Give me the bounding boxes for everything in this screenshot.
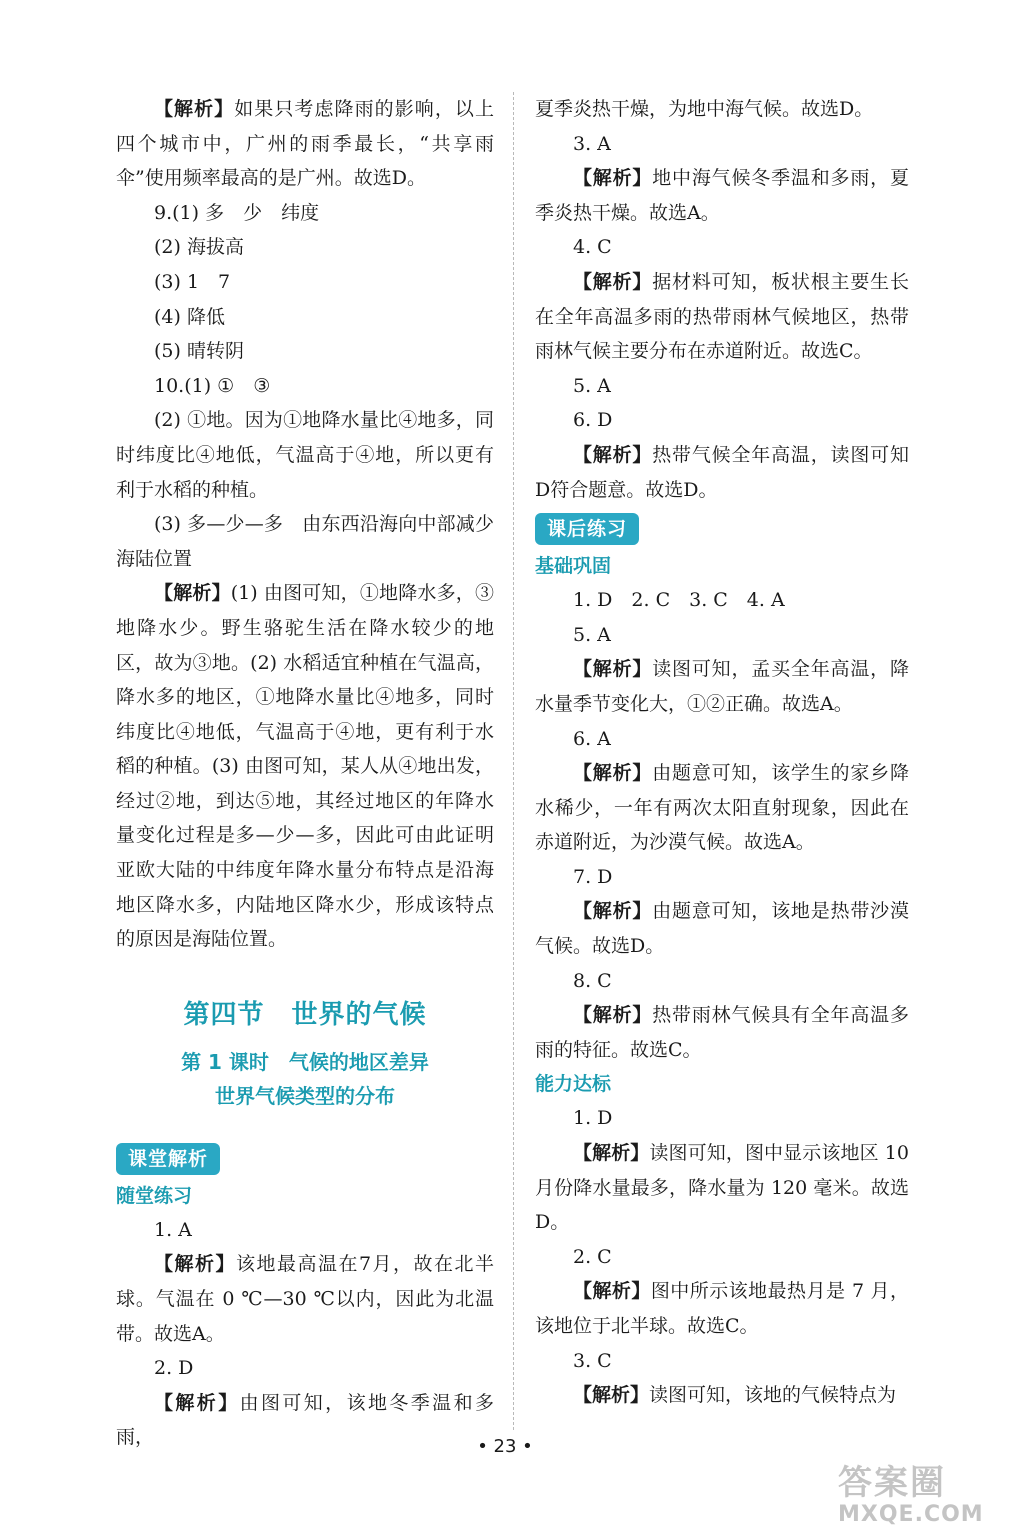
analysis-paragraph: 【解析】由图可知，该地冬季温和多雨，: [116, 1391, 494, 1449]
subsection-heading: 随堂练习: [116, 1184, 193, 1207]
answer-line: (3) 1 7: [154, 270, 231, 293]
lesson-title: 第 1 课时 气候的地区差异: [181, 1049, 429, 1074]
answer-line: 9.(1) 多 少 纬度: [154, 201, 320, 224]
answer-line: (3) 多—少—多 由东西沿海向中部减少 海陆位置: [116, 513, 514, 570]
analysis-paragraph: 【解析】据材料可知，板状根主要生长在全年高温多雨的热带雨林气候地区，热带雨林气候主要分布在赤道附近。故选C。: [535, 270, 909, 363]
analysis-tag: 【解析】: [573, 1280, 651, 1303]
answer-line: 10.(1) ① ③: [154, 374, 271, 397]
analysis-paragraph: 【解析】地中海气候冬季温和多雨，夏季炎热干燥。故选A。: [535, 167, 909, 224]
answer-line: 5. A: [573, 623, 611, 646]
analysis-paragraph: 【解析】(1) 由图可知，①地降水多，③地降水少。野生骆驼生活在降水较少的地区，故为③地。(2) 水稻适宜种植在气温高，降水多的地区，①地降水量比④地多，同时纬度比④地低，气温高于④地，更有利于水稻的种植。(3) 由图可知，某人从④地出发，经过②地，到达⑤地，其经过地区的年降水量变化过程是多—少—多，因此可由此证明亚欧大陆的中纬度年降水量分布特点是沿海地区降水多，内陆地区降水少，形成该特点的原因是海陆位置。: [116, 582, 494, 951]
section-title: 第四节 世界的气候: [183, 999, 427, 1030]
subsection-heading: 能力达标: [535, 1073, 612, 1096]
right-column: [535, 92, 909, 1413]
answer-line: 3. A: [573, 132, 611, 155]
answer-line: 2. D: [154, 1357, 194, 1380]
section-banner: 课后练习: [535, 513, 639, 545]
analysis-paragraph: 【解析】热带雨林气候具有全年高温多雨的特征。故选C。: [535, 1004, 909, 1061]
analysis-tag: 【解析】: [573, 1384, 650, 1407]
answer-line: 4. C: [573, 236, 612, 259]
answer-line: 6. D: [573, 409, 613, 432]
analysis-tag: 【解析】: [573, 443, 653, 466]
analysis-tag: 【解析】: [573, 900, 653, 923]
analysis-paragraph: 【解析】读图可知，图中显示该地区 10 月份降水量最多，降水量为 120 毫米。故选D。: [535, 1142, 909, 1234]
subsection-heading: 基础巩固: [535, 555, 612, 578]
analysis-tag: 【解析】: [154, 1253, 236, 1276]
answer-line: (2) ①地。因为①地降水量比④地多，同时纬度比④地低，气温高于④地，所以更有利于水稻的种植。: [116, 409, 494, 501]
watermark-url: MXQE.COM: [838, 1502, 984, 1527]
analysis-tag: 【解析】: [573, 1004, 653, 1027]
analysis-paragraph: 【解析】读图可知，孟买全年高温，降水量季节变化大，①②正确。故选A。: [535, 658, 909, 715]
column-divider: [513, 92, 514, 1430]
answer-line: (4) 降低: [154, 305, 225, 328]
analysis-tag: 【解析】: [573, 1142, 650, 1165]
analysis-tag: 【解析】: [154, 98, 235, 120]
lesson-subtitle: 世界气候类型的分布: [215, 1083, 395, 1108]
answer-line: 6. A: [573, 727, 611, 750]
analysis-paragraph: 【解析】热带气候全年高温，读图可知D符合题意。故选D。: [535, 443, 909, 501]
answer-line: 5. A: [573, 374, 611, 397]
answer-line: 2. C: [573, 1245, 612, 1268]
continued-text: 夏季炎热干燥，为地中海气候。故选D。: [535, 98, 874, 120]
analysis-paragraph: 【解析】读图可知，该地的气候特点为: [573, 1384, 897, 1407]
analysis-tag: 【解析】: [573, 167, 653, 190]
analysis-paragraph: 【解析】如果只考虑降雨的影响，以上四个城市中，广州的雨季最长，“共享雨伞”使用频率最高的是广州。故选D。: [116, 98, 494, 190]
analysis-tag: 【解析】: [154, 1391, 240, 1414]
analysis-tag: 【解析】: [573, 270, 653, 293]
watermark-text: 答案圈: [838, 1463, 946, 1503]
answer-line: 3. C: [573, 1349, 612, 1372]
analysis-paragraph: 【解析】图中所示该地最热月是 7 月，该地位于北半球。故选C。: [535, 1280, 909, 1337]
answer-line: 1. D 2. C 3. C 4. A: [573, 589, 785, 612]
analysis-tag: 【解析】: [573, 658, 653, 681]
answer-line: 1. D: [573, 1107, 613, 1130]
answer-line: 8. C: [573, 969, 612, 992]
section-banner: 课堂解析: [116, 1143, 220, 1175]
watermark-logo: [838, 1464, 1004, 1532]
analysis-tag: 【解析】: [573, 762, 653, 785]
analysis-paragraph: 【解析】该地最高温在7月，故在北半球。气温在 0 ℃—30 ℃以内，因此为北温带。故选A。: [116, 1253, 494, 1345]
answer-line: 1. A: [154, 1218, 192, 1241]
analysis-paragraph: 【解析】由题意可知，该学生的家乡降水稀少，一年有两次太阳直射现象，因此在赤道附近，为沙漠气候。故选A。: [535, 762, 909, 854]
answer-line: (5) 晴转阴: [154, 340, 244, 363]
page-number: • 23 •: [477, 1436, 533, 1457]
analysis-tag: 【解析】: [154, 582, 231, 605]
answer-line: 7. D: [573, 865, 613, 888]
answer-line: (2) 海拔高: [154, 236, 244, 259]
analysis-paragraph: 【解析】由题意可知，该地是热带沙漠气候。故选D。: [535, 900, 909, 958]
